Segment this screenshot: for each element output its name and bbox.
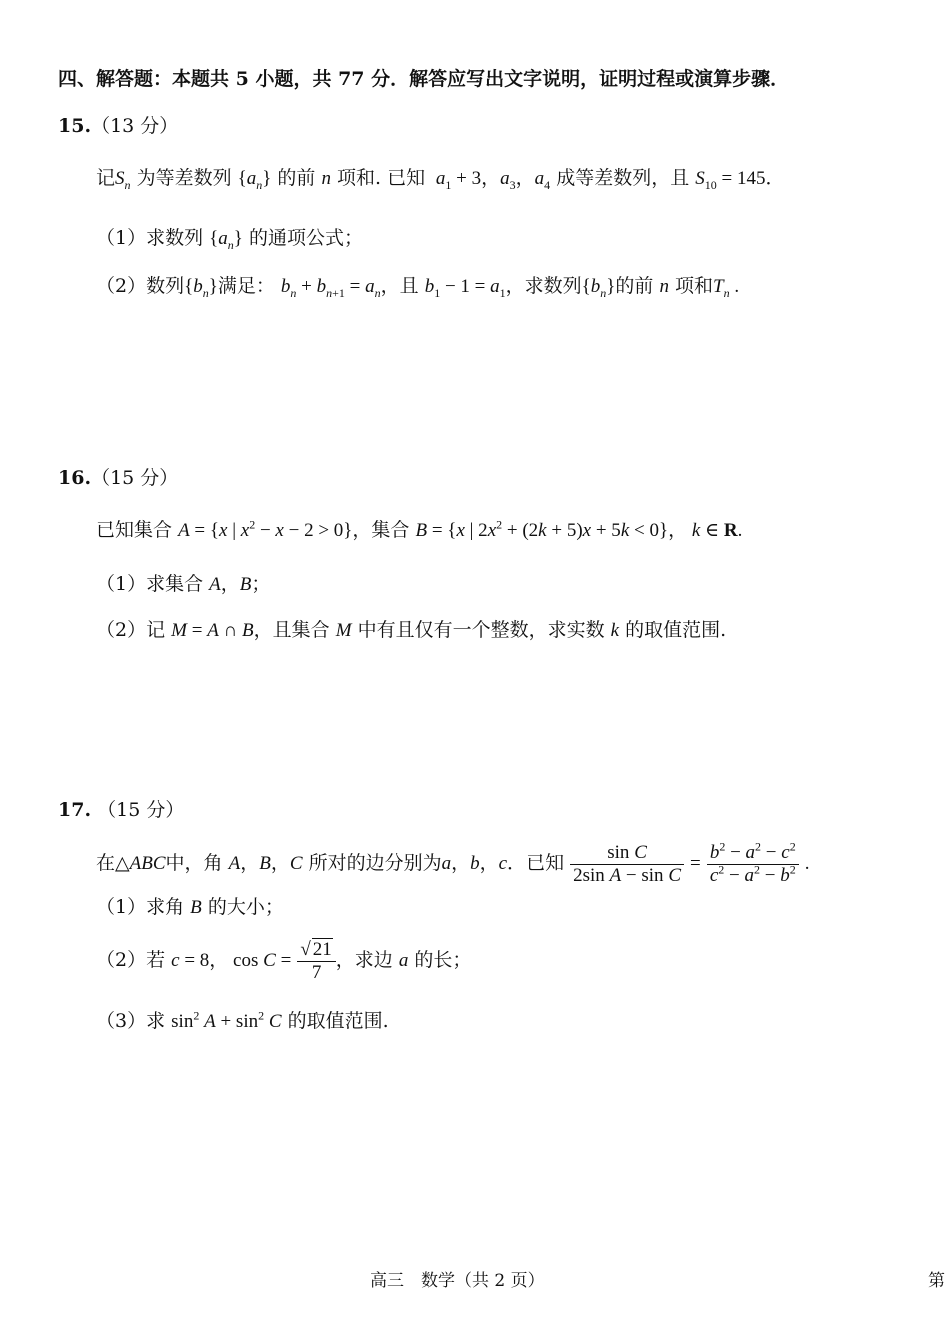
q15-text: 数列: [146, 275, 185, 297]
q15-text: 的通项公式；: [248, 227, 363, 249]
q16-points: （15 分）: [91, 467, 179, 489]
q17-points: （15 分）: [97, 799, 185, 821]
q15-number: 15.: [58, 115, 92, 137]
q17-text: 中，角: [165, 852, 223, 874]
part-label: （1）: [96, 896, 147, 918]
q17-part1: （1）求角 B 的大小；: [96, 896, 284, 918]
q17-text: 的长；: [414, 949, 472, 971]
q16-text: ，集合: [352, 519, 410, 541]
q17-fraction-left: $\frac{\text{sin C}}{\text{2sin A − sin C}}$: [570, 842, 684, 887]
q15-text: 成等差数列，且: [556, 167, 690, 189]
q16-text: 记: [146, 619, 166, 641]
q16-statement: 已知集合 A = {x | $x^2 - x - 2 > 0$}，集合 B = {x | $2x^2 + (2k + 5)x + 5k < 0$}， k ∈ R.: [96, 517, 743, 541]
part-label: （3）: [96, 1010, 147, 1032]
q17-text: 已知: [526, 852, 565, 874]
q15-header: [58, 113, 178, 139]
q17-part2: （2）若 c = 8， cos C = $\frac{√ 21}{7}$ ，求边 a 的长；: [96, 939, 472, 983]
q16-header: [58, 465, 178, 491]
q16-number: 16.: [58, 467, 92, 489]
q16-text: 已知集合: [96, 519, 173, 541]
section-title: 四、解答题：本题共 5 小题，共 77 分．解答应写出文字说明，证明过程或演算步骤．: [58, 68, 790, 90]
q17-text: 的大小；: [207, 896, 284, 918]
q17-text: 所对的边分别为: [308, 852, 442, 874]
q16-text: 求集合: [146, 573, 204, 595]
q17-statement: 在△ABC中，角 A，B，C 所对的边分别为a，b，c．已知 $\frac{\text{sin C}}{\text{2sin A − sin C}}$ = $\frac{b^2 - a^2 - c^2}{c^2 - a^2 - b^2}$ .: [96, 839, 810, 886]
q15-text: 的前: [277, 167, 316, 189]
part-label: （2）: [96, 275, 147, 297]
part-label: （1）: [96, 573, 147, 595]
q15-text: 求数列: [146, 227, 204, 249]
q16-text: ，且集合: [253, 619, 330, 641]
q17-cos-fraction: $\frac{√ 21}{7}$: [297, 938, 335, 984]
q15-statement: 记$S_n$ 为等差数列 $\{a_n\}$ 的前 n 项和. 已知 $a_1 + 3$，$a_3$，$a_4$ 成等差数列，且 $S_{10} = 145$．: [96, 167, 785, 192]
q17-text: 的取值范围.: [287, 1010, 389, 1032]
q17-header: [58, 797, 184, 823]
q17-text: 若: [146, 949, 166, 971]
q17-text: ，求边: [335, 949, 393, 971]
q17-text: 在△: [96, 852, 130, 874]
q16-part1: （1）求集合 A，B；: [96, 573, 271, 595]
q17-text: 求: [146, 1010, 166, 1032]
q16-part2: （2）记 M = A ∩ B，且集合 M 中有且仅有一个整数，求实数 k 的取值范围.: [96, 619, 727, 641]
q16-text: 的取值范围.: [625, 619, 727, 641]
q15-text: 满足：: [217, 275, 275, 297]
q15-text: 的前: [615, 275, 654, 297]
q15-points: （13 分）: [91, 115, 179, 137]
q15-text: ，求数列: [505, 275, 582, 297]
q17-fraction-right: $\frac{b^2 - a^2 - c^2}{c^2 - a^2 - b^2}$: [707, 842, 799, 887]
q15-text: 项和: [675, 275, 714, 297]
part-label: （2）: [96, 949, 147, 971]
q15-text: 记: [96, 167, 116, 189]
q15-part1: （1）求数列 $\{a_n\}$ 的通项公式；: [96, 227, 363, 252]
q17-text: 求角: [146, 896, 185, 918]
q15-text: 项和. 已知: [337, 167, 426, 189]
q15-part2: （2）数列$\{b_n\}$满足： $b_n + b_{n+1} = a_n$，且 $b_1 - 1 = a_1$，求数列$\{b_n\}$的前 n 项和$T_n$ .: [96, 275, 740, 300]
page-footer-number: 第: [928, 1271, 945, 1291]
q16-text: 中有且仅有一个整数，求实数: [357, 619, 605, 641]
part-label: （1）: [96, 227, 147, 249]
q15-text: 为等差数列: [136, 167, 232, 189]
q17-part3: （3）求 $\sin^2 A + \sin^2 C$ 的取值范围.: [96, 1008, 389, 1032]
page-footer: 高三 数学（共 2 页）: [370, 1271, 545, 1291]
q15-text: ，且: [380, 275, 419, 297]
part-label: （2）: [96, 619, 147, 641]
q17-number: 17.: [58, 799, 92, 821]
